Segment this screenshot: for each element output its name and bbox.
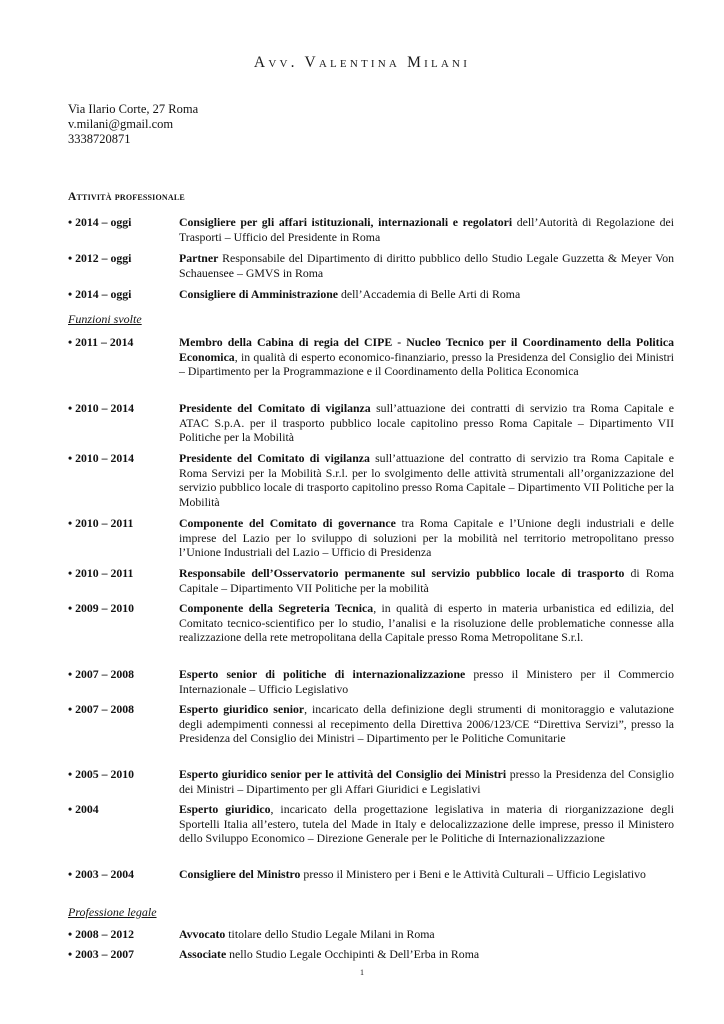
subsection-heading-functions: Funzioni svolte: [68, 312, 142, 326]
entry-role: Esperto giuridico senior: [179, 702, 305, 716]
entry-detail: nello Studio Legale Occhipinti & Dell’Erba in Roma: [226, 947, 480, 961]
entry-detail: Responsabile del Dipartimento di diritto pubblico dello Studio Legale Guzzetta & Meyer Von Schauensee – GMVS in Roma: [179, 251, 674, 280]
entry-detail: dell’Autorità di Regolazione dei Trasporti – Ufficio del Presidente in Roma: [179, 215, 674, 244]
subsection-heading-legal: Professione legale: [68, 905, 157, 919]
entry-role: Consigliere per gli affari istituzionali, internazionali e regolatori: [179, 215, 513, 229]
entry-role: Consigliere di Amministrazione: [179, 287, 339, 301]
entry-description: [179, 215, 674, 244]
entry-description: [179, 601, 674, 645]
entry-description: [179, 802, 674, 846]
entry-date: • 2005 – 2010: [68, 767, 135, 781]
entry-detail: , in qualità di esperto in materia urbanistica ed edilizia, del Comitato tecnico-scientifico per lo studio, l’analisi e la risoluzione delle problematiche connesse alla realizzazione della rete metropolitana della Capitale presso Roma Metropolitane S.r.l.: [179, 601, 674, 645]
entry-date: • 2014 – oggi: [68, 215, 132, 229]
entry-role: Avvocato: [179, 927, 226, 941]
entry-detail: sull’attuazione del contratto di servizio tra Roma Capitale e Roma Servizi per la Mobilità S.r.l. per lo svolgimento delle attività strumentali all’organizzazione del servizio pubblico locale di trasporto capitolino presso Roma Capitale – Dipartimento VII Politiche per la Mobilità: [179, 451, 675, 509]
entry-date: • 2010 – 2011: [68, 566, 134, 580]
entry-description: [179, 702, 674, 746]
entry-date: • 2010 – 2014: [68, 451, 135, 465]
entry-detail: di Roma Capitale – Dipartimento VII Politiche per la mobilità: [179, 566, 674, 595]
entry-date: • 2007 – 2008: [68, 702, 135, 716]
entry-detail: presso la Presidenza del Consiglio dei Ministri – Dipartimento per gli Affari Giuridici e Legislativi: [179, 767, 674, 796]
entry-description: [179, 867, 674, 882]
entry-date: • 2012 – oggi: [68, 251, 132, 265]
entry-detail: dell’Accademia di Belle Arti di Roma: [338, 287, 521, 301]
entry-description: [179, 516, 674, 560]
page-title: Avv. Valentina Milani: [253, 54, 471, 71]
entry-role: Responsabile dell’Osservatorio permanente sul servizio pubblico locale di trasporto: [179, 566, 625, 580]
entry-description: [179, 566, 674, 595]
entry-role: Presidente del Comitato di vigilanza: [179, 451, 370, 465]
entry-detail: presso il Ministero per il Commercio Internazionale – Ufficio Legislativo: [179, 667, 674, 696]
entry-role: Presidente del Comitato di vigilanza: [179, 401, 371, 415]
entry-date: • 2004: [68, 802, 99, 816]
entry-role: Esperto giuridico senior per le attività del Consiglio dei Ministri: [179, 767, 507, 781]
entry-date: • 2010 – 2014: [68, 401, 135, 415]
entry-description: [179, 251, 674, 280]
entry-role: Esperto senior di politiche di internazionalizzazione: [179, 667, 466, 681]
entry-detail: sull’attuazione dei contratti di servizio tra Roma Capitale e ATAC S.p.A. per il trasporto pubblico locale capitolino presso Roma Capitale – Dipartimento VII Politiche per la Mobilità: [179, 401, 674, 445]
entry-date: • 2003 – 2004: [68, 867, 135, 881]
entry-date: • 2010 – 2011: [68, 516, 134, 530]
entry-description: [179, 451, 674, 509]
entry-description: [179, 401, 674, 445]
entry-role: Associate: [179, 947, 227, 961]
entry-date: • 2007 – 2008: [68, 667, 135, 681]
entry-description: [179, 927, 674, 942]
entry-role: Membro della Cabina di regia del CIPE - Nucleo Tecnico per il Coordinamento della Politica Economica: [179, 335, 674, 364]
email-line: v.milani@gmail.com: [68, 117, 174, 131]
page-number: 1: [360, 968, 364, 977]
entry-description: [179, 335, 674, 379]
entry-detail: , incaricato della definizione degli strumenti di monitoraggio e valutazione degli adempimenti connessi al recepimento della Direttiva 2006/123/CE “Direttiva Servizi”, presso la Presidenza del Consiglio dei Ministri – Dipartimento per le Politiche Comunitarie: [179, 702, 674, 746]
entry-detail: , incaricato della progettazione legislativa in materia di riorganizzazione degli Sportelli Italia all’estero, tutela del Made in Italy e delocalizzazione delle imprese, presso il Ministero dello Sviluppo Economico – Direzione Generale per le Politiche di Internazionalizzazione: [179, 802, 674, 846]
address-line: Via Ilario Corte, 27 Roma: [68, 102, 199, 116]
entry-role: Consigliere del Ministro: [179, 867, 301, 881]
entry-date: • 2011 – 2014: [68, 335, 134, 349]
entry-date: • 2008 – 2012: [68, 927, 135, 941]
entry-role: Componente del Comitato di governance: [179, 516, 396, 530]
entry-detail: tra Roma Capitale e l’Unione degli industriali e delle imprese del Lazio per lo sviluppo di soluzioni per la mobilità nel territorio metropolitano presso l’Unione Industriali del Lazio – Ufficio di Presidenza: [179, 516, 674, 560]
entry-description: [179, 947, 674, 962]
entry-description: [179, 667, 674, 696]
entry-detail: presso il Ministero per i Beni e le Attività Culturali – Ufficio Legislativo: [300, 867, 646, 881]
entry-role: Partner: [179, 251, 219, 265]
entry-date: • 2014 – oggi: [68, 287, 132, 301]
entry-detail: , in qualità di esperto economico-finanziario, presso la Presidenza del Consiglio dei Ministri – Dipartimento per la Programmazione e il Coordinamento della Politica Economica: [179, 349, 674, 379]
entry-description: [179, 767, 674, 796]
entry-detail: titolare dello Studio Legale Milani in Roma: [225, 927, 435, 941]
entry-role: Componente della Segreteria Tecnica: [179, 601, 374, 615]
phone-line: 3338720871: [68, 132, 131, 146]
section-heading: Attività professionale: [68, 191, 185, 203]
entry-role: Esperto giuridico: [179, 802, 271, 816]
contact-block: [68, 102, 198, 147]
entry-date: • 2003 – 2007: [68, 947, 135, 961]
entry-date: • 2009 – 2010: [68, 601, 135, 615]
entry-description: [179, 287, 674, 302]
